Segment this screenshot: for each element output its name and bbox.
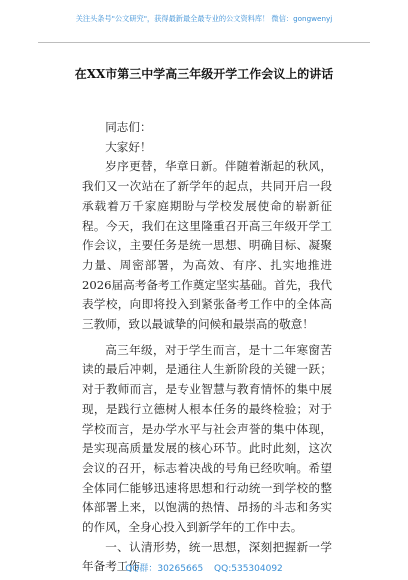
document-title: 在XX市第三中学高三年级开学工作会议上的讲话	[74, 67, 334, 81]
footer-qq-number: QQ:535304092	[214, 564, 283, 574]
speech-body	[82, 118, 332, 577]
footer-qq-group: QQ群：30265665	[125, 564, 204, 574]
paragraph-significance: 高三年级，对于学生而言，是十二年寒窗苦读的最后冲刺，是通往人生新阶段的关键一跃；对于教师而言，是专业智慧与教育情怀的集中展现，是践行立德树人根本任务的最终检验；对于学校而言，是办学水平与社会声誉的集中体现，是实现高质量发展的核心环节。此时此刻，这次会议的召开，标志着决战的号角已经吹响。希望全体同仁能够迅速将思想和行动统一到学校的整体部署上来，以饱满的热情、昂扬的斗志和务实的作风，全身心投入到新学年的工作中去。	[82, 342, 332, 535]
paragraph-opening: 岁序更替，华章日新。伴随着渐起的秋风，我们又一次站在了新学年的起点，共同开启一段承载着万千家庭期盼与学校发展使命的崭新征程。今天，我们在这里隆重召开高三年级开学工作会议，主要任务是统一思想、明确目标、凝聚力量、周密部署，为高效、有序、扎实地推进2026届高考备考工作奠定坚实基础。首先，我代表学校，向即将投入到紧张备考工作中的全体高三教师，致以最诚挚的问候和最崇高的敬意！	[82, 159, 332, 332]
header-divider	[38, 42, 370, 43]
salutation: 同志们：	[105, 120, 152, 134]
header-banner: 关注头条号"公文研究"，获得最新最全最专业的公文资料库！ 微信：gongwenyj	[75, 14, 333, 23]
greeting: 大家好！	[105, 139, 152, 154]
section-heading-one: 一、认清形势，统一思想，深刻把握新一学年备考工作	[82, 539, 332, 574]
footer-contact	[0, 561, 408, 574]
